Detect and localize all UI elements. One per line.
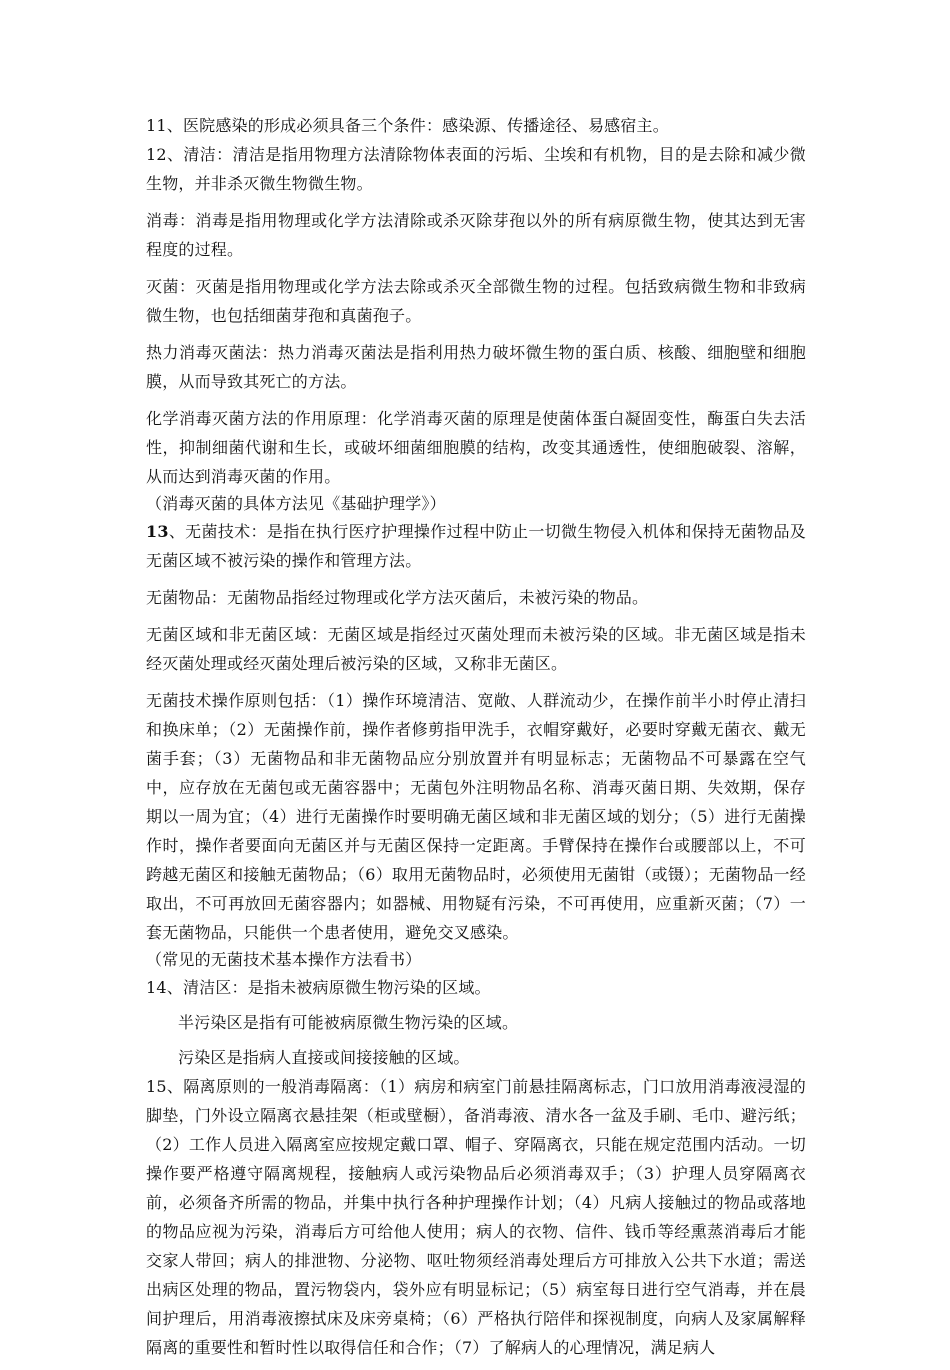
paragraph-15-isolation-principles: 15、隔离原则的一般消毒隔离：（1）病房和病室门前悬挂隔离标志，门口放用消毒液浸湿的脚垫，门外设立隔离衣悬挂架（柜或壁橱），备消毒液、清水各一盆及手刷、毛巾、避污纸；（2）工作人员进入隔离室应按规定戴口罩、帽子、穿隔离衣，只能在规定范围内活动。一切操作要严格遵守隔离规程，接触病人或污染物品后必须消毒双手；（3）护理人员穿隔离衣前，必须备齐所需的物品，并集中执行各种护理操作计划；（4）凡病人接触过的物品或落地的物品应视为污染，消毒后方可给他人使用；病人的衣物、信件、钱币等经熏蒸消毒后才能交家人带回；病人的排泄物、分泌物、呕吐物须经消毒处理后方可排放入公共下水道；需送出病区处理的物品，置污物袋内，袋外应有明显标记；（5）病室每日进行空气消毒，并在晨间护理后，用消毒液擦拭床及床旁桌椅；（6）严格执行陪伴和探视制度，向病人及家属解释隔离的重要性和暂时性以取得信任和合作；（7）了解病人的心理情况，满足病人 xyxy=(146,1077,806,1357)
paragraph-13-text: 、无菌技术：是指在执行医疗护理操作过程中防止一切微生物侵入机体和保持无菌物品及无菌区域不被污染的操作和管理方法。 xyxy=(146,522,806,570)
paragraph-contaminated-area: 污染区是指病人直接或间接接触的区域。 xyxy=(178,1048,470,1067)
paragraph-sterile-areas: 无菌区域和非无菌区域：无菌区域是指经过灭菌处理而未被污染的区域。非无菌区域是指未经灭菌处理或经灭菌处理后被污染的区域，又称非无菌区。 xyxy=(146,625,806,673)
paragraph-12-cleaning: 12、清洁：清洁是指用物理方法清除物体表面的污垢、尘埃和有机物，目的是去除和减少微生物，并非杀灭微生物微生物。 xyxy=(146,145,806,193)
paragraph-14-clean-area: 14、清洁区：是指未被病原微生物污染的区域。 xyxy=(146,978,491,997)
paragraph-sterile-items: 无菌物品：无菌物品指经过物理或化学方法灭菌后，未被污染的物品。 xyxy=(146,588,649,607)
paragraph-11: 11、医院感染的形成必须具备三个条件：感染源、传播途径、易感宿主。 xyxy=(146,116,669,135)
paragraph-sterilization: 灭菌：灭菌是指用物理或化学方法去除或杀灭全部微生物的过程。包括致病微生物和非致病微生物，也包括细菌芽孢和真菌孢子。 xyxy=(146,277,806,325)
section-number-13: 13 xyxy=(146,522,169,541)
paragraph-heat-sterilization: 热力消毒灭菌法：热力消毒灭菌法是指利用热力破坏微生物的蛋白质、核酸、细胞壁和细胞膜，从而导致其死亡的方法。 xyxy=(146,343,806,391)
paragraph-13-aseptic-technique xyxy=(146,517,806,575)
paragraph-chemical-sterilization: 化学消毒灭菌方法的作用原理：化学消毒灭菌的原理是使菌体蛋白凝固变性，酶蛋白失去活性，抑制细菌代谢和生长，或破坏细菌细胞膜的结构，改变其通透性，使细胞破裂、溶解，从而达到消毒灭菌的作用。 xyxy=(146,409,806,486)
paragraph-disinfection: 消毒：消毒是指用物理或化学方法清除或杀灭除芽孢以外的所有病原微生物，使其达到无害程度的过程。 xyxy=(146,211,806,259)
document-page xyxy=(146,111,806,1370)
paragraph-semi-contaminated-area: 半污染区是指有可能被病原微生物污染的区域。 xyxy=(178,1013,519,1032)
note-aseptic-operations: （常见的无菌技术基本操作方法看书） xyxy=(146,950,422,969)
paragraph-aseptic-principles: 无菌技术操作原则包括：（1）操作环境清洁、宽敞、人群流动少，在操作前半小时停止清扫和换床单；（2）无菌操作前，操作者修剪指甲洗手，衣帽穿戴好，必要时穿戴无菌衣、戴无菌手套；（3）无菌物品和非无菌物品应分别放置并有明显标志；无菌物品不可暴露在空气中，应存放在无菌包或无菌容器中；无菌包外注明物品名称、消毒灭菌日期、失效期，保存期以一周为宜；（4）进行无菌操作时要明确无菌区域和非无菌区域的划分；（5）进行无菌操作时，操作者要面向无菌区并与无菌区保持一定距离。手臂保持在操作台或腰部以上，不可跨越无菌区和接触无菌物品；（6）取用无菌物品时，必须使用无菌钳（或镊）；无菌物品一经取出，不可再放回无菌容器内；如器械、用物疑有污染，不可再使用，应重新灭菌；（7）一套无菌物品，只能供一个患者使用，避免交叉感染。 xyxy=(146,691,806,942)
note-sterilization-methods: （消毒灭菌的具体方法见《基础护理学》） xyxy=(146,494,446,513)
